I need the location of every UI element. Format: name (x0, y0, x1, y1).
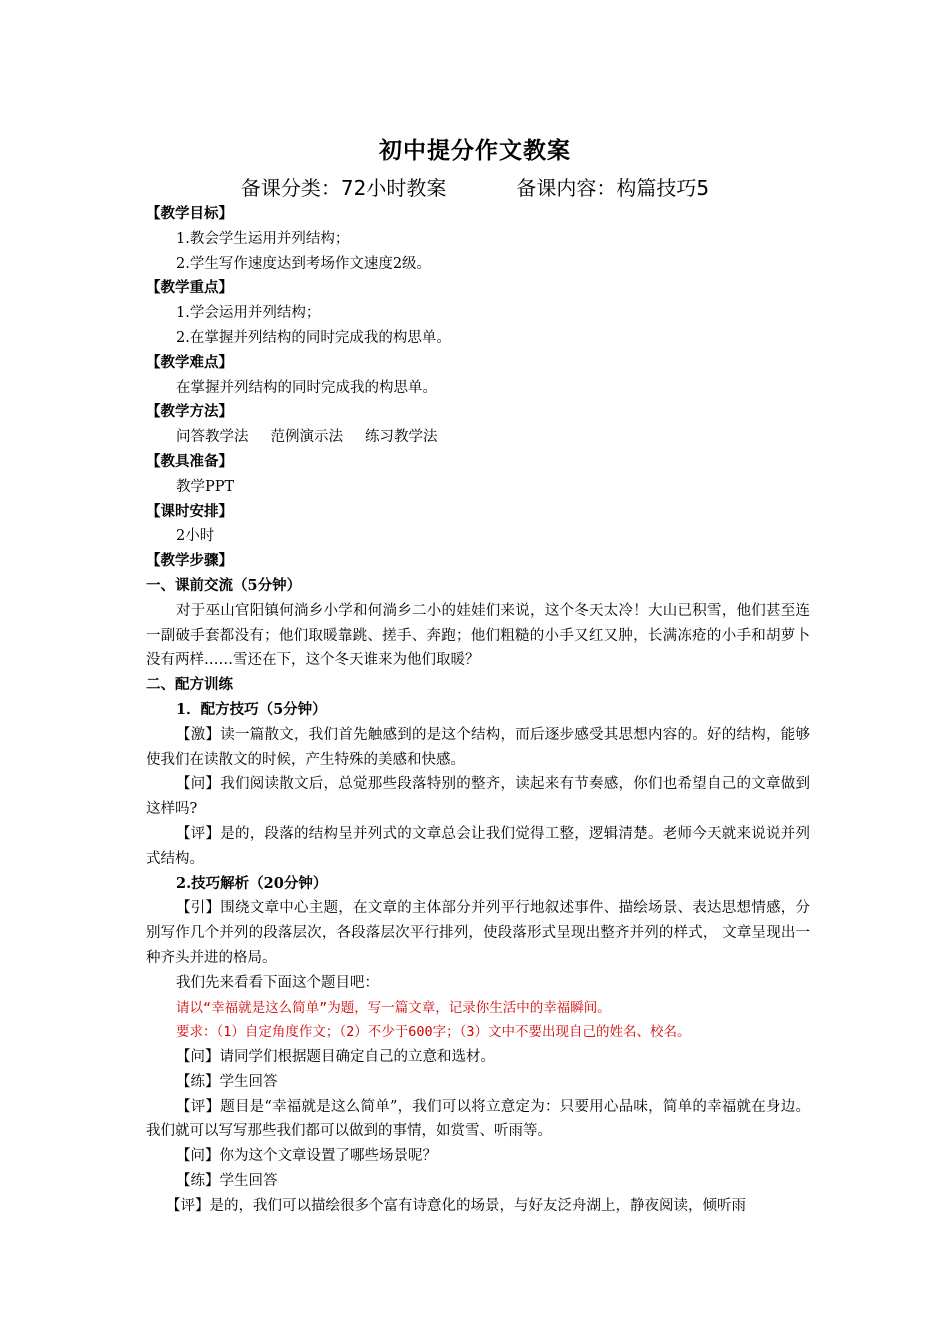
step-paragraph: 【评】题目是“幸福就是这么简单”，我们可以将立意定为：只要用心品味，简单的幸福就在身边。我们就可以写写那些我们都可以做到的事情，如赏雪、听雨等。 (146, 1098, 810, 1140)
method-list (146, 425, 810, 450)
document-body (146, 202, 810, 1219)
step-line: 【练】学生回答 (176, 1073, 278, 1090)
substep-heading: 2.技巧解析（20分钟） (176, 874, 328, 892)
step-line: 我们先来看看下面这个题目吧： (176, 974, 379, 991)
section-heading: 【教学方法】 (146, 403, 233, 421)
section-heading: 【教学步骤】 (146, 552, 233, 570)
writing-prompt: 请以“幸福就是这么简单”为题，写一篇文章，记录你生活中的幸福瞬间。 (176, 999, 611, 1016)
document-title: 初中提分作文教案 (379, 137, 571, 164)
tools-item: 教学PPT (176, 478, 235, 495)
step-paragraph: 【评】是的，段落的结构呈并列式的文章总会让我们觉得工整，逻辑清楚。老师今天就来说说并列式结构。 (146, 825, 810, 867)
writing-requirements: 要求：（1）自定角度作文；（2）不少于600字；（3）文中不要出现自己的姓名、校名。 (176, 1024, 691, 1041)
document-subtitle (0, 172, 950, 201)
step-line: 【问】你为这个文章设置了哪些场景呢？ (176, 1148, 437, 1165)
step-line: 【评】是的，我们可以描绘很多个富有诗意化的场景，与好友泛舟湖上，静夜阅读，倾听雨 (166, 1197, 746, 1214)
section-heading: 【教学重点】 (146, 279, 233, 297)
step-paragraph: 【激】读一篇散文，我们首先触感到的是这个结构，而后逐步感受其思想内容的。好的结构，能够使我们在读散文的时候，产生特殊的美感和快感。 (146, 726, 810, 768)
section-heading: 【教具准备】 (146, 452, 233, 470)
step-paragraph: 【引】围绕文章中心主题，在文章的主体部分并列平行地叙述事件、描绘场景、表达思想情感，分别写作几个并列的段落层次，各段落层次平行排列，使段落形式呈现出整齐并列的样式， 文章呈现出一种齐头并进的格局。 (146, 900, 810, 966)
step-paragraph: 【问】我们阅读散文后，总觉那些段落特别的整齐，读起来有节奏感，你们也希望自己的文章做到这样吗? (146, 776, 810, 818)
lesson-category: 备课分类：72小时教案 (240, 176, 447, 200)
lesson-topic: 备课内容：构篇技巧5 (516, 176, 710, 200)
step-heading: 一、课前交流（5分钟） (146, 576, 302, 594)
method-item: 范例演示法 (270, 429, 343, 446)
focus-item: 2.在掌握并列结构的同时完成我的构思单。 (176, 329, 451, 346)
method-item: 练习教学法 (365, 429, 438, 446)
step-heading: 二、配方训练 (146, 676, 233, 694)
goal-item: 1.教会学生运用并列结构； (176, 230, 350, 247)
step-line: 【问】请同学们根据题目确定自己的立意和选材。 (176, 1049, 495, 1066)
step-line: 【练】学生回答 (176, 1173, 278, 1190)
goal-item: 2.学生写作速度达到考场作文速度2级。 (176, 255, 432, 272)
section-heading: 【教学目标】 (146, 205, 233, 222)
step-paragraph: 对于巫山官阳镇何淌乡小学和何淌乡二小的娃娃们来说，这个冬天太冷！大山已积雪，他们甚至连一副破手套都没有；他们取暖靠跳、搓手、奔跑；他们粗糙的小手又红又肿，长满冻疮的小手和胡萝卜没有两样……雪还在下，这个冬天谁来为他们取暖？ (146, 602, 810, 669)
substep-heading: 1．配方技巧（5分钟） (176, 700, 327, 718)
section-heading: 【教学难点】 (146, 353, 233, 371)
method-item: 问答教学法 (176, 429, 249, 446)
time-item: 2小时 (176, 528, 215, 545)
section-heading: 【课时安排】 (146, 502, 233, 520)
focus-item: 1.学会运用并列结构； (176, 305, 321, 322)
difficulty-item: 在掌握并列结构的同时完成我的构思单。 (176, 379, 437, 396)
